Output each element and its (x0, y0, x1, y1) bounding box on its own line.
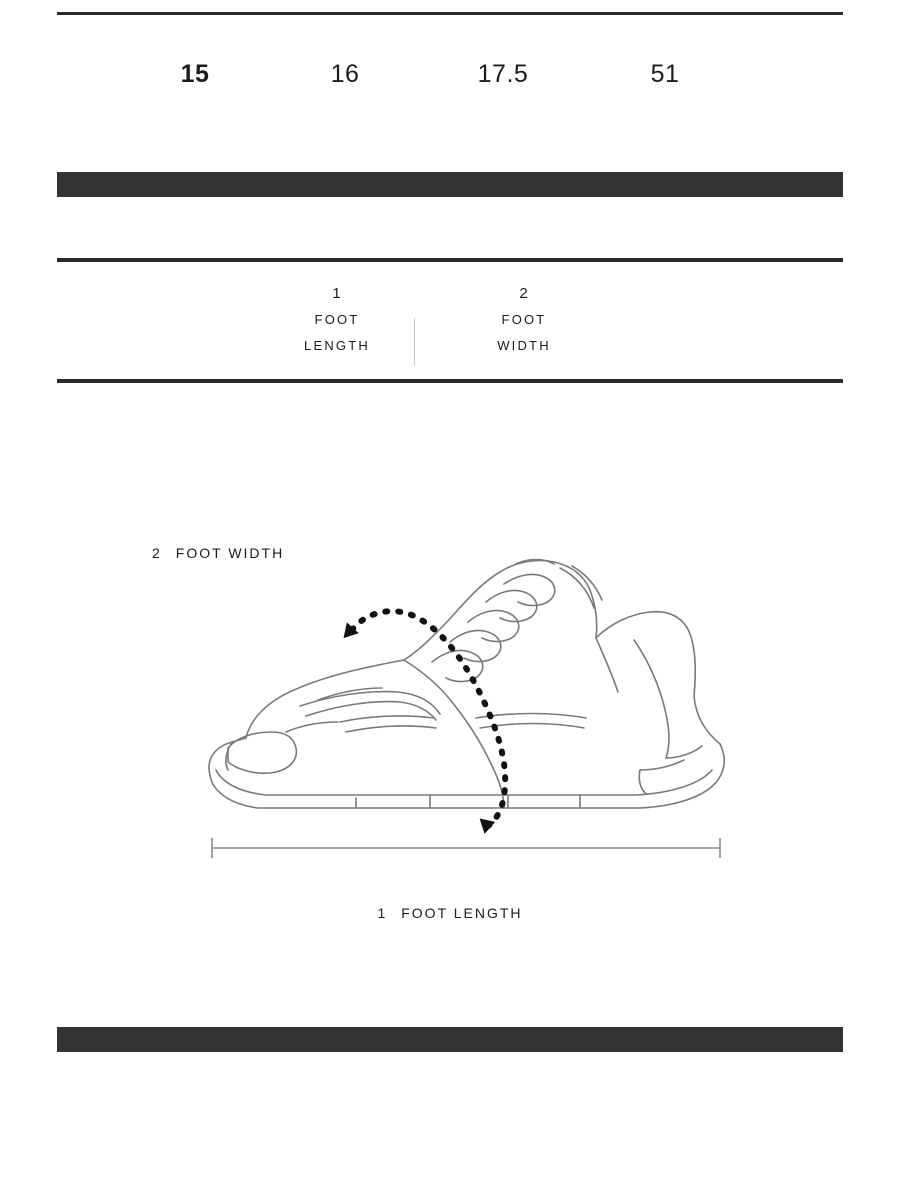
size-value-3[interactable]: 51 (650, 60, 680, 88)
callout-foot-length (0, 905, 900, 921)
column-divider (414, 318, 415, 366)
column-number-1: 1 (332, 285, 342, 302)
column-label-2-line1: FOOT (501, 312, 547, 327)
column-label-1-line1: FOOT (314, 312, 360, 327)
column-number-2: 2 (519, 285, 529, 302)
callout-length-label: FOOT LENGTH (401, 905, 523, 921)
column-header-foot-length (247, 283, 427, 357)
dark-divider-bar-bottom (57, 1027, 843, 1052)
dark-divider-bar-top (57, 172, 843, 197)
callout-width-label: FOOT WIDTH (175, 545, 285, 561)
size-values-row (57, 60, 843, 120)
top-rule (57, 12, 843, 15)
size-value-0[interactable]: 15 (180, 60, 210, 88)
header-rule-top (57, 258, 843, 262)
size-value-2[interactable]: 17.5 (477, 60, 529, 88)
size-value-1[interactable]: 16 (330, 60, 360, 88)
measurement-illustration (0, 470, 900, 970)
sneaker-icon (0, 470, 900, 890)
column-header-foot-width (434, 283, 614, 357)
callout-length-number: 1 (377, 905, 388, 921)
column-label-2-line2: WIDTH (497, 338, 551, 353)
callout-width-number: 2 (152, 545, 162, 561)
column-label-1-line2: LENGTH (304, 338, 370, 353)
header-rule-bottom (57, 379, 843, 383)
